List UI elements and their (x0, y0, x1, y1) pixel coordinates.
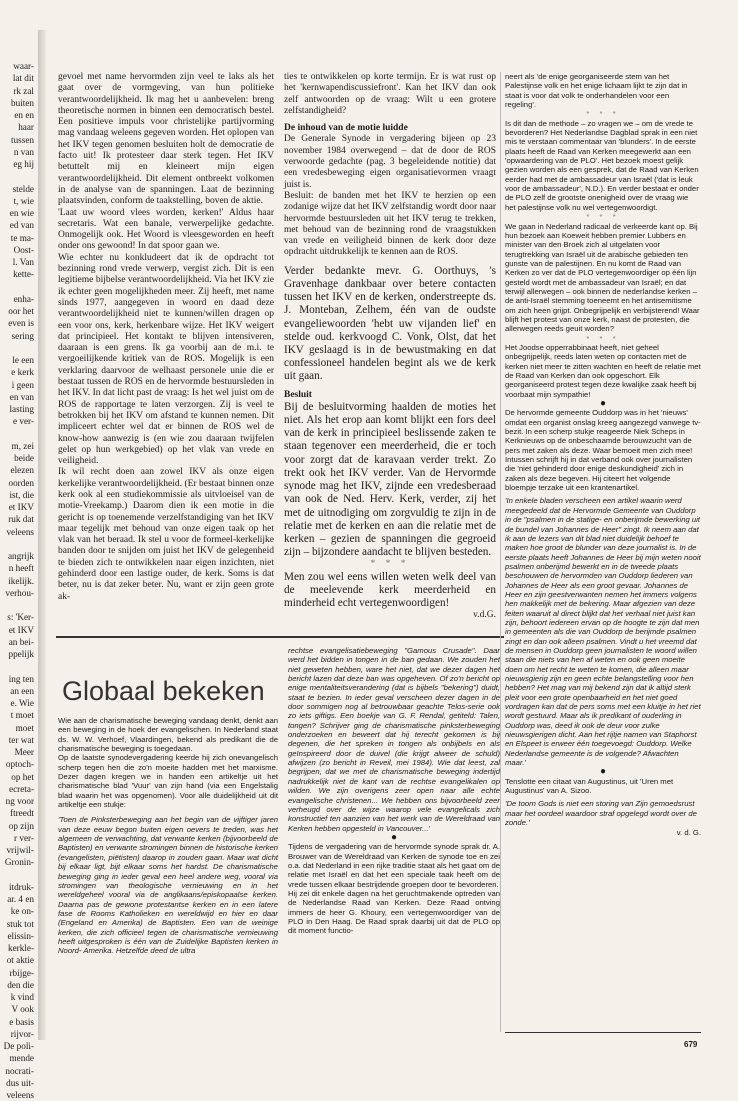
col2-paragraph-3: Besluit: de banden met het IKV te herzien op een zodanige wijze dat het IKV zelfstandig wordt door naar hervormde bestuursleden uit het IKV terug te trekken, met behoud van de bezinning rond de vraagstukken van vrede en veiligheid binnen de kerk door deze opdracht uitdrukkelijk te kennen aan de ROS. (284, 190, 496, 258)
edge-fragment: oorden (8, 477, 34, 488)
edge-fragment: ing ten (8, 673, 34, 684)
column-2 (284, 72, 496, 622)
edge-fragment (0, 170, 34, 182)
edge-fragment: buiten (11, 97, 34, 108)
edge-fragment: et IKV (8, 502, 34, 512)
edge-fragment: Meer (14, 747, 34, 757)
col2-paragraph-6: Men zou wel eens willen weten welk deel van de meelevende kerk meerderheid en minderheid echt vertegenwoordigen! (284, 570, 496, 610)
edge-fragment: rijvor- (10, 1028, 34, 1039)
edge-fragment: en wie (9, 208, 34, 218)
edge-fragment: mende (9, 1053, 34, 1064)
edge-fragment: ed van (9, 220, 34, 231)
col3-paragraph-5: De hervormde gemeente Ouddorp was in het 'nieuws' omdat een organist onslag kreeg aangezegd vanwege tv-bezit. In een scherp stukje reageerde Niek Scheps in Kerknieuws op de onbeschaamde berouwzucht van de pers met zaken als deze. Waar bemoeit men zich mee! Intussen schrijft hij in dat verband ook over journalisten die 'niet gehinderd door enige deskundigheid' zich in zaken als deze begeven. Hij citeert het volgende bloempje terzake uit een krantenartikel. (505, 408, 701, 493)
edge-fragment: kerkle- (7, 943, 34, 953)
col1-paragraph-1: gevoel met name hervormden zijn veel te laks als het gaat over de vormgeving, van hun politieke verantwoordelijkheid. Ik mag het u aanbevelen: breng theoretische normen in binnen een democratisch bestel. Een positieve impuls voor christelijke partijvorming mag vandaag weleens gegeven worden. Het oplopen van het IKV tegen genomen besluiten holt de democratie de facto uit! Ik protesteer daar sterk tegen. Het IKV betuttelt mij en kleineert mijn eigen verantwoordelijkheid. Dit element ontbreekt volkomen in de analyse van de spanningen. Laat de bezinning plaatsvinden, conform de taakstelling, boven de aktie. (58, 72, 274, 207)
edge-fragment: i geen (11, 379, 34, 390)
edge-fragment (0, 342, 34, 354)
edge-fragment: ppelijk (8, 649, 34, 659)
edge-fragment: te ma- (10, 232, 34, 243)
col2-heading-besluit: Besluit (284, 389, 312, 400)
edge-fragment: ke on- (10, 906, 34, 917)
col2-paragraph-5: Bij de besluitvorming haalden de moties het niet. Als het erop aan komt blijkt een fors deel van de kerk in principieel beslissende zaken te staan tegenover een meerderheid, die er toch voor zorgt dat de karavaan verder trekt. Zo trekt ook het IKV verder. Van de Hervormde synode mag het IKV, zijnde een vredesberaad van ook de Ned. Herv. Kerk, verder, zij het met de uitnodiging om zorgvuldig te zijn in de relatie met de kerken en aan die relatie met de kerken – gezien de spanningen die gegroeid zijn – bijzondere aandacht te blijven besteden. (284, 400, 496, 559)
edge-fragment: e kerk (11, 367, 34, 378)
edge-fragment: lat dit (12, 73, 34, 84)
edge-fragment: ng voor (5, 796, 34, 806)
edge-fragment (0, 599, 34, 611)
edge-fragment: tussen (11, 134, 34, 145)
edge-fragment: m, zei (11, 440, 34, 451)
col3-bullet-1: ● (599, 398, 607, 410)
col3-separator-1: * * * (586, 109, 620, 119)
col3-separator-2: * * * (586, 212, 620, 222)
edge-fragment: op het (11, 771, 34, 782)
box-paragraph-5: Tijdens de vergadering van de hervormde synode sprak dr. A. Brouwer van de Wereldraad van Kerken de synode toe en zei o.a. dat Nederland in een rijke traditie staat als het gaat om de relatie met Israël en dat het een speciale taak heeft om de vrede tussen elkaar bestrijdende groepen door te bevorderen. (288, 842, 500, 889)
edge-fragment: n heeft (8, 563, 34, 574)
edge-fragment: Gronin- (4, 857, 34, 868)
col2-signature: v.d.G. (473, 610, 496, 621)
col2-paragraph-1: ties te ontwikkelen op korte termijn. Er is wat rust op het 'kernwapendiscussiefront'. Kan het IKV dan ook zelf antwoorden op de vraag: Wilt u een grotere zelfstandigheid? (284, 72, 496, 116)
edge-fragment: ot aktie (6, 955, 34, 966)
edge-fragment: an bei- (8, 636, 34, 647)
edge-fragment: e basis (9, 1016, 34, 1027)
edge-fragment: De poli- (3, 1041, 34, 1051)
edge-fragment: enha- (13, 293, 34, 304)
edge-fragment: elissin- (7, 930, 34, 941)
edge-fragment: dus uit- (6, 1077, 34, 1088)
edge-fragment: Oost- (13, 244, 34, 255)
edge-fragment: r ver- (14, 832, 34, 843)
section-rule (56, 636, 504, 638)
edge-fragment: s: 'Ker- (7, 612, 34, 623)
col2-separator: * * * (370, 559, 410, 570)
box-column-2 (288, 646, 500, 936)
col3-bullet-2: ● (599, 766, 607, 778)
edge-fragment: kette- (13, 269, 34, 280)
edge-fragment: ist, die (9, 489, 34, 500)
edge-fragment: le een (12, 355, 34, 365)
edge-fragment: lasting (9, 404, 34, 414)
edge-fragment: stuk tot (6, 918, 34, 929)
edge-fragment: veleens (6, 1090, 34, 1100)
col3-signature: v. d. G. (676, 827, 701, 837)
page-number: 679 (684, 1040, 698, 1049)
edge-fragment: den die (7, 979, 34, 990)
edge-fragment: l. Van (12, 257, 34, 267)
col3-paragraph-1: neert als 'de enige georganiseerde stem van het Palestijnse volk en het enige lichaam lijkt te zijn dat in staat is voor dat volk te onderhandelen voor een regeling'. (505, 72, 688, 110)
edge-fragment: sering (11, 330, 34, 341)
column-divider (500, 72, 501, 1032)
box-paragraph-6: Hij zei dit enkele dagen na het geruchtmakende optreden van de Nederlandse Raad van Kerken. Deze Raad ontving immers de heer G. Khoury, een vertegenwoordiger van de PLO in Den Haag. De Raad sprak daarbij uit dat de PLO op dit moment functio- (288, 888, 500, 936)
edge-fragment: op zijn (8, 820, 34, 831)
edge-fragment: en van (9, 391, 34, 402)
box-bullet: ● (390, 831, 398, 843)
col3-quote: 'In enkele bladen verscheen een artikel waarin werd meegedeeld dat de Hervormde Gemeente van Ouddorp in de "psalmen in de statige- en onberijmde bewerking uit de bundel van Johannes de Heer" zingt. Ik neem aan dat ik aan de lezers van dit blad niet duidelijk behoef te maken hoe groot de blunder van deze journalist is. In de eerste plaats heeft Johannes de Heer bij mijn weten nooit psalmen onberijmd bewerkt en in de tweede plaats beschouwen de hervormden van Ouddorp liederen van Johannes de Heer als een groot gevaar. Johannes de Heer en zijn geestverwanten nemen het immers volgens hen makkelijk met de bekering. Maar afgezien van deze feiten waaruit al direct blijkt dat het verhaal niet juist kan zijn, behoort iedereen ervan op de hoogte te zijn dat men in gemeenten als die van Ouddorp de berijmde psalmen zingt en dan ook alleen psalmen. Vindt u het vreemd dat de mensen in Ouddorp geen journalisten te woord willen staan die niets van hen af weten en ook geen moeite doen om het recht te weten te komen, die alleen maar nieuwsgierig zijn en geen echte belangstelling voor hen hebben? Het mag van mij bekend zijn dat ik altijd sterk pleit voor een grote openbaarheid en het niet goed vordragen kan dat de pers soms met een kluitje in het riet wordt gestuurd. Maar als ik predikant of ouderling in Ouddorp was, deed ik ook de deur voor zulke nieuwsgierigen dicht. Aan het rijtje namen van Staphorst en Elspeet is erweer één toegevoegd: Ouddorp. Welke Nederlandse gemeente is de volgende? Afwachten maar.' (505, 496, 701, 768)
col3-paragraph-8: 'De toorn Gods is niet een storing van Zijn gemoedsrust maar het oordeel waardoor straf opgelegd wordt over de zonde.' (505, 799, 697, 828)
col1-paragraph-3: Wie echter nu konkludeert dat ik de opdracht tot bezinning rond vrede verwerp, vergist zich. Dit is een legitieme bijbelse verantwoordelijkheid. Via het IKV zie ik echter geen mogelijkheden meer. Zij heeft, met name sinds 1977, aangegeven in woord en daad deze verantwoordelijkheid niet te kunnen/willen dragen op een voor ons, kerk, herkenbare wijze. Het IKV weigert dat principieel. Het kontakt te blijven intensiveren, daaraan is een grens. Ik ga voorbij aan de m.i. te vergoeilijkende kritiek van de ROS. Mogelijk is een verklaring daarvoor de welhaast personele unie die er bestaat tussen de ROS en de hervormde bestuursleden in het IKV. In dat licht past de vraag: Is het wel juist om de ROS de rapportage te laten verzorgen. Zij is veel te betrokken bij het IKV om afstand te kunnen nemen. Dit impliceert echter wel dat er binnen de ROS wel de know-how aanwezig is (en wie zou daaraan twijfelen gelet op hun werkgebied) op het vlak van vrede en veiligheid. (58, 252, 274, 467)
edge-fragment: itdruk- (8, 881, 34, 892)
edge-fragment (0, 538, 34, 550)
edge-fragment: rk zal (13, 85, 34, 96)
edge-fragment: ruk dat (8, 514, 34, 525)
edge-fragment: ftreedt (10, 808, 34, 819)
column-3 (505, 72, 701, 837)
col2-paragraph-2: De Generale Synode in vergadering bijeen op 23 november 1984 overwegend – dat de door de ROS verwoorde gedachte (pag. 3 begeleidende notitie) dat een vredesbeweging eigen organisatievormen vraagt juist is. (284, 134, 496, 190)
col2-heading-motie: De inhoud van de motie luidde (284, 123, 408, 134)
col2-paragraph-4: Verder bedankte mevr. G. Oorthuys, 's Gravenhage dankbaar over betere contacten tussen het IKV en de kerken, onderstreepte ds. J. Monteban, Zelhem, één van de oudste evangeliewoorden 'hebt uw vijanden lief' en stelde oud. kerkvoogd C. Vonk, Olst, dat het IKV geslaagd is in de bewustmaking en dat confessioneel handelen begint als we de kerk uit gaan. (284, 264, 496, 383)
edge-fragment: t moet (10, 710, 34, 721)
edge-fragment: vrijwil- (6, 845, 34, 855)
edge-fragment: t, wie (13, 195, 34, 206)
edge-fragment: veleens (6, 526, 34, 537)
edge-fragment: haar (18, 122, 34, 133)
col3-paragraph-4: Het Joodse opperrabbinaat heeft, niet geheel onbegrijpelijk, reeds laten weten op contacten met de kerken niet meer te zitten wachten en heeft de relatie met de Raad van Kerken dan ook opgeschort. Elk georganiseerd protest tegen deze kwalijke zaak heeft bij voorbaat mijn sympathie! (505, 342, 701, 399)
col3-paragraph-3: We gaan in Nederland radicaal de verkeerde kant op. Bij hun bezoek aan Koeweit hebben premier Lubbers en minister van den Broek zich al uitgelaten voor terugtrekking van Israël uit de arabische gebieden ten gunste van de palestijnen. En nu komt de Raad van Kerken zo ver dat de PLO vertegenwoordiger op één lijn gesteld wordt met de ambassadeur van Israël; en dat terwijl allerwegen – ook binnen de nederlandse kerken – de anti-Israël stemming toeneemt en het antisemitisme om zich heen grijpt. Onbegrijpelijk en verbijsterend! Waar blijft het protest van onze kerk, naast de protesten, die allerwegen reeds geuit worden? (505, 221, 700, 334)
edge-fragment: ikelijk. (8, 575, 34, 586)
edge-fragment: et IKV (8, 624, 34, 635)
col1-paragraph-4: Ik wil recht doen aan zowel IKV als onze eigen kerkelijke verantwoordelijkheid. (Er bestaat binnen onze kerk ook al een studiekommissie als uitvloeisel van de motie-Vreekamp.) Daarom dien ik een motie in die gericht is op toenemende verzelfstandiging van het IKV maar tegelijk met behoud van onze eigen taak op het vlak van het beraad. Ik stel u voor de formeel-kerkelijke banden door te snijden om juist het IKV de gelegenheid te bieden zich te ontwikkelen naar eigen inzichten, niet gehinderd door een lastige ouder, de kerk. Soms is dat beter, nu is dat zeker beter. Nu, want er zijn geen grote ak- (58, 467, 274, 602)
edge-fragment: waar- (13, 61, 34, 71)
col1-paragraph-2: 'Laat uw woord vlees worden, kerken!' Aldus haar secretaris. Wat een banale, verwerpelijke gedachte. Onmogelijk ook. Het Woord is vleesgeworden en heeft onder ons gewoond! In dat spoor gaan we. (58, 207, 274, 252)
edge-fragment: ter wat (8, 734, 34, 745)
box-heading (62, 676, 265, 707)
col3-separator-3: * * * (586, 333, 620, 343)
col3-paragraph-7: Tenslotte een citaat van Augustinus, uit 'Uren met Augustinus' van A. Sizoo. (505, 776, 674, 796)
edge-fragment: an een (10, 685, 34, 696)
col3-paragraph-2: Is dit dan de methode – zo vragen we – om de vrede te bevorderen? Het Nederlandse Dagblad sprak in een niet mis te verstaan commentaar van 'blunders'. In de eerste plaats heeft de Raad van Kerken meegewerkt aan een 'opwaardering van de PLO'. Het bezoek moest gelijk gezien worden als een gesprek, dat de Raad van Kerken eerder had met de ambassadeur van Israël ('dat is leuk voor de ambassadeur', N.D.). En verder bestaat er onder de PLO zelf de grootste onenigheid over de vraag wie het palestijnse volk nu wel vertegenwoordigt. (505, 118, 699, 212)
edge-fragment: ecreta- (9, 783, 34, 794)
edge-fragment: optoch- (5, 759, 34, 770)
edge-fragment: beide (14, 453, 34, 463)
box-quote-continued: rechtse evangelisatiebeweging "Gamous Crusade". Daar werd het bidden in tongen in de ban gedaan. We zouden het niet geweten hebben, ware het niet, dat we dezer dagen het bericht lazen dat deze ban was opgeheven. Of zo'n bericht op enige mentaliteitsverandering (dat is bijbels "bekering") duidt, staat te bezien. In ieder geval verscheen dezer dagen in de door sommigen nog al betrouwbaar geachte Telos-serie ook zo iets giftigs. Een boekje van G. F. Rendal, getiteld: Talen, tongen? Schrijver ging de charismatische pinksterbeweging onderzoeken en beweert dat hij terecht gekomen is bij degenen, die het spreken in tongen als onbijbels en als geïnspireerd door de duivel (die krijgt alweer de schuld) afwijzen (zo bericht in Reveil, mei 1984). Wie dat leest, zal begrijpen, dat we met de charismatische beweging indertijd nadrukkelijk niet de kant van de rechtse evangelikalen op wilden. We zijn overigens zeer open naar alle echte evangelische christenen... We hebben ons bijvoorbeeld zeer verheugd over de wijze waarop vele evangelicals zich konstructief ten aanzien van het werk van de Wereldraad van Kerken hebben opgesteld in Vancouver...' (288, 646, 500, 833)
edge-fragment: e ver- (13, 416, 34, 427)
box-column-1 (58, 716, 278, 956)
edge-fragment: nocrati- (5, 1065, 34, 1076)
box-paragraph-2: Op de laatste synodevergadering keerde hij zich onevangelisch scherp tegen hen die zo'n moeite hadden met het marxisme. Dezer dagen kregen we in handen een artikeltje uit het charismatische blad 'Vuur' van zijn hand (via een Engelstalig blad waarin het was opgenomen). Voor alle duidelijkheid uit dit artikeltje een stukje: (58, 753, 278, 810)
bottom-rule (505, 1032, 701, 1033)
edge-fragment (0, 428, 34, 440)
edge-fragment: k vind (10, 992, 34, 1002)
box-quote: 'Toen de Pinksterbeweging aan het begin van de vijftiger jaren van deze eeuw begon buiten eigen oevers te treden, was het algemeen de verwachting, dat verwante kerken (bijvoorbeeld de Baptisten) en verwante stromingen binnen de historische kerken (evangelisten, piëtisten) daarop in zouden gaan. Maar wat dicht bij elkaar ligt, bijt elkaar soms het hardst. De charismatische beweging ging in ieder geval een heel andere weg, vooral via stromingen van theologische vernieuwing en in het wereldgeheel vooral via de anglikaans/episkopaalse kerken. Daarna pas de gewone protestantse kerken en in een latere fase de Rooms Katholieken en wereldwijd en hier en daar (Engeland en Amerika) de Baptisten. Een van de weinige kerken, die zich officieel tegen de charismatische vernieuwing heeft uitgesproken is één van de Zuidelijke Baptisten kerken in Noord- Amerika. Hetzelfde deed de ultra (58, 815, 278, 956)
column-1 (58, 72, 274, 603)
edge-fragment: verhou- (5, 587, 34, 598)
edge-fragment: eg hij (13, 159, 34, 169)
box-paragraph-1: Wie aan de charismatische beweging vandaag denkt, denkt aan een beweging in de hoek der evangelischen. In Nederland staat ds. W. W. Verhoef, Vlaardingen, bekend als predikant die de charismatische beweging is toegedaan. (58, 716, 278, 754)
edge-fragment (0, 869, 34, 881)
left-page-edge (0, 60, 34, 1100)
page-gutter (38, 30, 46, 1040)
edge-fragment: oor het (8, 306, 34, 316)
edge-fragment: elezen (10, 465, 34, 476)
edge-fragment: even is (8, 318, 34, 329)
edge-fragment (0, 281, 34, 293)
edge-fragment: moet (15, 722, 34, 733)
box-title: Globaal bekeken (62, 676, 265, 706)
edge-fragment: n van (13, 146, 34, 157)
edge-fragment: en en (14, 110, 34, 120)
edge-fragment: stelde (12, 183, 34, 194)
edge-fragment: e. Wie (10, 698, 34, 708)
edge-fragment: rbijge- (9, 967, 34, 978)
edge-fragment: ar. 4 en (7, 894, 34, 904)
edge-fragment: angrijk (7, 551, 34, 561)
edge-fragment: V ook (11, 1004, 34, 1015)
edge-fragment (0, 660, 34, 672)
